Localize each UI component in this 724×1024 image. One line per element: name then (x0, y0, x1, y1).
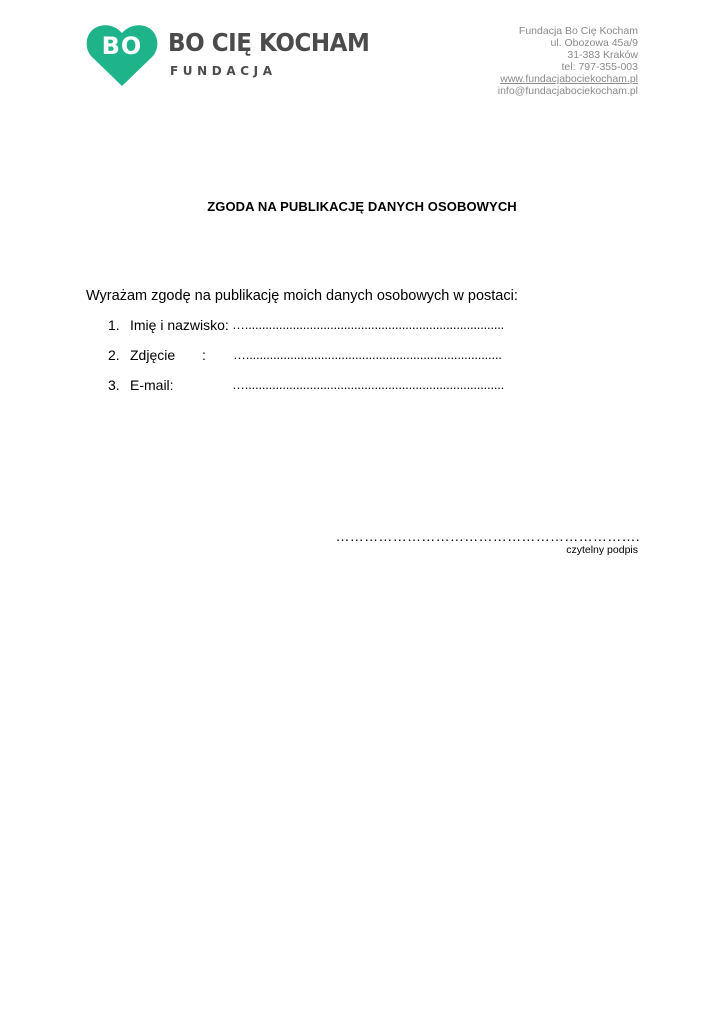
address-email: info@fundacjabociekocham.pl (497, 85, 638, 97)
list-item-colon: : (202, 347, 206, 363)
fill-in-line: …............................................................................ (232, 317, 505, 332)
address-street: ul. Obozowa 45a/9 (550, 37, 638, 49)
list-item-number: 2. (108, 347, 120, 363)
intro-text: Wyrażam zgodę na publikację moich danych osobowych w postaci: (86, 288, 518, 304)
heart-logo-icon (86, 24, 158, 88)
list-item-number: 1. (108, 317, 120, 333)
address-name: Fundacja Bo Cię Kocham (518, 25, 638, 37)
list-item-label: E-mail: (130, 377, 174, 393)
fill-in-line: …............................................................................ (232, 377, 505, 392)
logo-mark-letters: BO (101, 32, 143, 60)
foundation-logo (86, 24, 376, 90)
signature-line: ………………………………………………………. (335, 528, 640, 544)
list-item-label: Imię i nazwisko: (130, 317, 229, 333)
list-item-number: 3. (108, 377, 120, 393)
logo-subtitle: FUNDACJA (170, 64, 277, 78)
address-city: 31-383 Kraków (567, 49, 638, 61)
address-phone: tel: 797-355-003 (561, 61, 638, 73)
signature-caption: czytelny podpis (566, 544, 638, 556)
fill-in-line: …........................................................................... (233, 347, 502, 362)
logo-title: BO CIĘ KOCHAM (168, 28, 370, 57)
website-link[interactable]: www.fundacjabociekocham.pl (500, 73, 638, 85)
document-title: ZGODA NA PUBLIKACJĘ DANYCH OSOBOWYCH (207, 199, 517, 214)
address-block (498, 25, 638, 97)
list-item-label: Zdjęcie (130, 347, 176, 363)
